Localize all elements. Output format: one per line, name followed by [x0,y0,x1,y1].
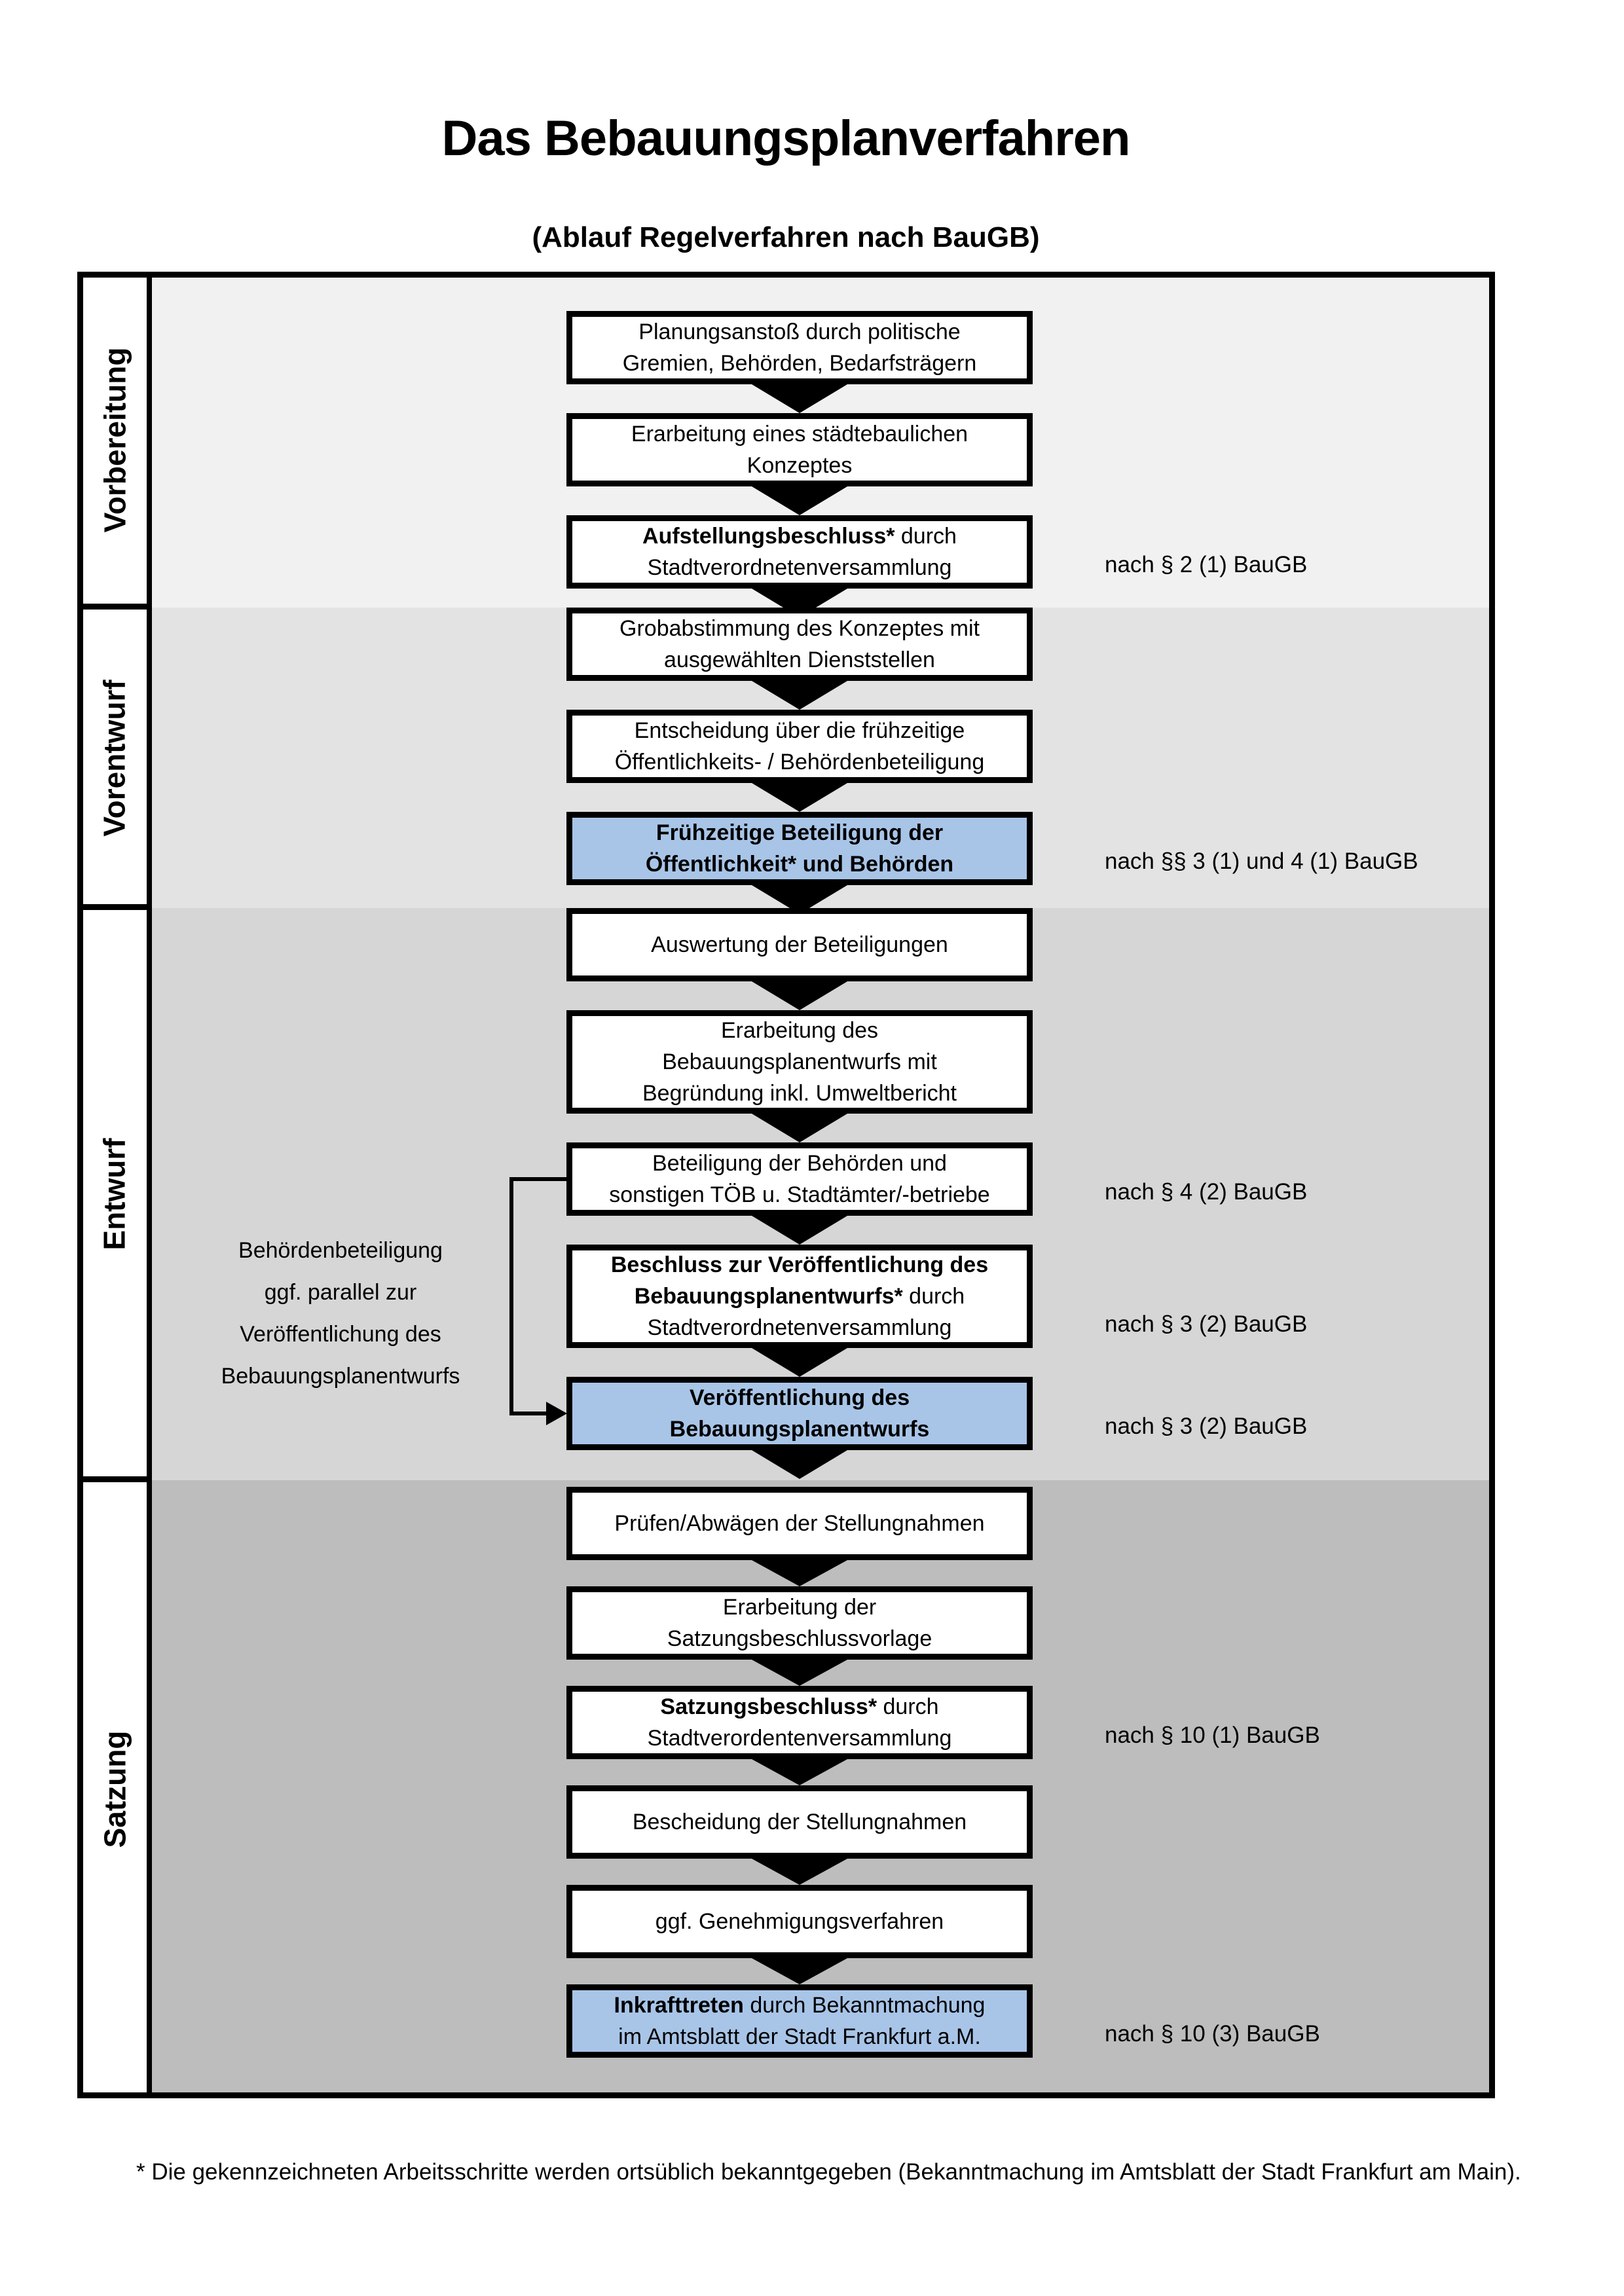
footnote: * Die gekennzeichneten Arbeitsschritte werden ortsüblich bekanntgegeben (Bekanntmachung im Amtsblatt der Stadt Frankfurt am Main). [136,2159,1521,2185]
box-text-segment: Erarbeitung der [722,1595,877,1620]
box-text-segment: ggf. Genehmigungsverfahren [655,1909,944,1934]
page-subtitle: (Ablauf Regelverfahren nach BauGB) [532,221,1040,253]
flow-arrow-down-icon [566,1759,1033,1785]
box-text-segment: Prüfen/Abwägen der Stellungnahmen [614,1511,985,1536]
box-text-segment: Öffentlichkeit* und Behörden [645,852,954,877]
box-text-segment: Konzeptes [747,453,853,478]
phase-label-text: Vorentwurf [98,679,132,837]
box-text-segment: ausgewählten Dienststellen [664,647,935,672]
box-text-line [690,1382,910,1413]
box-text-line [664,644,935,676]
box-text-line [648,1312,952,1343]
flow-box [566,908,1033,981]
parallel-connector-vertical-line [509,1177,513,1415]
box-text-line [651,929,948,960]
box-text-segment: Entscheidung über die frühzeitige [634,718,965,743]
box-text-line [652,1148,947,1179]
box-text-segment: Beteiligung der Behörden und [652,1151,947,1176]
flow-step [152,608,1489,681]
box-text-line [623,348,977,379]
legal-reference-note: nach §§ 3 (1) und 4 (1) BauGB [1105,848,1418,874]
box-text-segment: Bebauungsplanentwurfs mit [662,1049,937,1074]
box-text-line [648,1722,952,1754]
box-text-line [633,1806,967,1838]
box-text-segment: Frühzeitige Beteiligung der [655,820,944,845]
flow-box [566,413,1033,486]
box-text-segment: Veröffentlichung des [689,1385,910,1410]
box-text-line [721,1015,878,1046]
box-text-line [670,1413,930,1445]
box-text-line [611,1249,988,1281]
highlighted-flow-box [566,812,1033,885]
box-text-segment: Erarbeitung eines städtebaulichen [631,422,969,446]
flow-step [152,1785,1489,1859]
flow-arrow-down-icon [566,1114,1033,1142]
flow-step [152,1487,1489,1560]
highlighted-flow-box [566,1984,1033,2058]
flow-box [566,1487,1033,1560]
parallel-connector-bottom-line [509,1412,549,1415]
annotation-line: Bebauungsplanentwurfs [221,1364,460,1389]
box-text-segment: durch [895,524,957,549]
box-text-segment: Satzungsbeschlussvorlage [667,1626,932,1651]
box-text-line [655,1906,944,1937]
box-text-segment: Auswertung der Beteiligungen [651,932,948,957]
flow-box [566,1686,1033,1759]
box-text-line [667,1623,932,1654]
phase-label-text: Vorbereitung [98,347,132,532]
flow-step [152,1885,1489,1958]
box-text-line [614,1508,984,1539]
phase-label-text: Satzung [98,1730,132,1848]
flow-step [152,812,1489,885]
box-text-line [631,418,968,450]
flow-step [152,710,1489,783]
flow-step [152,311,1489,384]
legal-reference-note: nach § 10 (1) BauGB [1105,1722,1320,1748]
box-text-line [646,848,953,880]
legal-reference-note: nach § 3 (2) BauGB [1105,1311,1308,1337]
legal-reference-note: nach § 4 (2) BauGB [1105,1179,1308,1205]
flow-box [566,608,1033,681]
phase-label-satzung [77,1480,152,2098]
flow-box [566,1142,1033,1216]
box-text-segment: sonstigen TÖB u. Stadtämter/-betriebe [609,1182,990,1207]
box-text-line [615,746,985,778]
box-text-segment: Bescheidung der Stellungnahmen [632,1810,967,1834]
flow-step [152,1984,1489,2058]
legal-reference-note: nach § 2 (1) BauGB [1105,552,1308,577]
box-text-line [618,2021,981,2052]
flow-arrow-down-icon [566,1560,1033,1586]
flow-arrow-down-icon [566,1859,1033,1885]
flow-step [152,413,1489,486]
flow-arrow-down-icon [566,783,1033,812]
box-text-segment: Stadtverordnetenversammlung [647,555,952,580]
phase-label-text: Entwurf [98,1138,132,1250]
box-text-segment: Stadtverordnetenversammlung [647,1315,952,1340]
box-text-line [635,715,965,746]
flow-step [152,908,1489,981]
flow-box [566,1010,1033,1114]
box-text-segment: im Amtsblatt der Stadt Frankfurt a.M. [618,2024,981,2049]
flow-arrow-down-icon [566,981,1033,1010]
flow-arrow-down-icon [566,1450,1033,1479]
box-text-segment: Planungsanstoß durch politische [638,319,961,344]
phase-label-vorbereitung [77,272,152,608]
flow-step [152,1586,1489,1660]
flow-box [566,1245,1033,1348]
box-text-segment: Aufstellungsbeschluss* [642,524,895,549]
box-text-line [648,552,952,583]
flow-arrow-down-icon [566,384,1033,413]
box-text-segment: Öffentlichkeits- / Behördenbeteiligung [614,750,985,774]
box-text-segment: Inkrafttreten [614,1993,744,2018]
box-text-segment: durch [902,1284,965,1309]
box-text-line [635,1281,965,1312]
phase-label-vorentwurf [77,608,152,908]
legal-reference-note: nach § 3 (2) BauGB [1105,1413,1308,1439]
box-text-line [660,1691,938,1722]
box-text-line [656,817,943,848]
box-text-line [642,1078,957,1109]
legal-reference-note: nach § 10 (3) BauGB [1105,2021,1320,2047]
box-text-segment: durch Bekanntmachung [743,1993,986,2018]
box-text-line [723,1592,876,1623]
flow-step [152,1010,1489,1114]
box-text-line [662,1046,937,1078]
annotation-line: Veröffentlichung des [240,1322,441,1347]
flow-arrow-down-icon [566,1348,1033,1377]
flow-box [566,1885,1033,1958]
highlighted-flow-box [566,1377,1033,1450]
box-text-segment: Bebauungsplanentwurfs [669,1417,930,1442]
box-text-segment: Gremien, Behörden, Bedarfsträgern [622,351,977,376]
phase-content-vorbereitung [152,272,1489,608]
box-text-line [747,450,853,481]
box-text-segment: Erarbeitung des [720,1018,879,1043]
flow-step [152,515,1489,589]
box-text-line [642,520,957,552]
parallel-process-annotation [196,1230,485,1397]
annotation-line: ggf. parallel zur [264,1280,417,1305]
page-title: Das Bebauungsplanverfahren [441,111,1130,166]
phase-content-vorentwurf [152,608,1489,908]
flow-arrow-down-icon [566,1958,1033,1984]
flow-arrow-down-icon [566,1216,1033,1245]
box-text-line [619,613,980,644]
box-text-line [609,1179,989,1211]
box-text-segment: Stadtverordentenversammlung [647,1726,952,1751]
box-text-line [638,316,960,348]
flow-arrow-down-icon [566,1660,1033,1686]
flow-box [566,710,1033,783]
flow-step [152,1142,1489,1216]
flow-box [566,311,1033,384]
box-text-line [614,1990,986,2021]
flow-arrow-down-icon [566,486,1033,515]
box-text-segment: Beschluss zur Veröffentlichung des [610,1252,989,1277]
flow-box [566,515,1033,589]
box-text-segment: Grobabstimmung des Konzeptes mit [619,616,980,641]
annotation-line: Behördenbeteiligung [238,1238,443,1263]
flow-arrow-down-icon [566,681,1033,710]
flow-box [566,1586,1033,1660]
box-text-segment: Satzungsbeschluss* [660,1694,877,1719]
phase-content-satzung [152,1480,1489,2098]
flow-step [152,1686,1489,1759]
box-text-segment: Bebauungsplanentwurfs* [634,1284,903,1309]
phase-label-entwurf [77,908,152,1480]
box-text-segment: Begründung inkl. Umweltbericht [642,1081,957,1106]
flow-box [566,1785,1033,1859]
parallel-connector-top-line [509,1177,567,1181]
box-text-segment: durch [877,1694,939,1719]
